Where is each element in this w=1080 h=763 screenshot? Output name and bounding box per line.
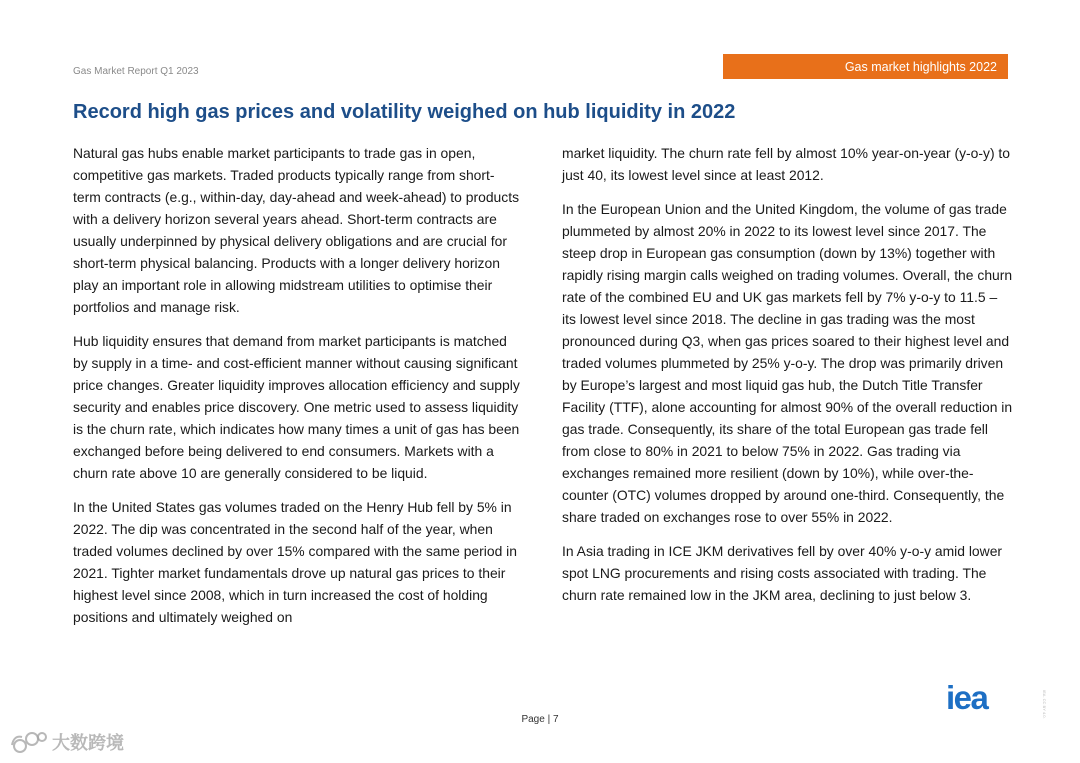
left-column — [73, 142, 521, 640]
watermark-text: 大数跨境 — [52, 733, 124, 753]
license-note: IEA. CC BY 4.0. — [1042, 690, 1047, 719]
iea-logo — [946, 683, 1008, 713]
svg-text:iea: iea — [946, 683, 988, 713]
page-title: Record high gas prices and volatility weighed on hub liquidity in 2022 — [73, 101, 736, 123]
paragraph: In the European Union and the United Kingdom, the volume of gas trade plummeted by almost 20% in 2022 to its lowest level since 2017. The steep drop in European gas consumption (down by 13%) together with rapidly rising margin calls weighed on trading volumes. Overall, the churn rate of the combined EU and UK gas markets fell by 7% y-o-y to 11.5 – its lowest level since 2018. The decline in gas trading was the most pronounced during Q3, when gas prices soared to their highest level and traded volumes plummeted by 25% y-o-y. The drop was primarily driven by Europe’s largest and most liquid gas hub, the Dutch Title Transfer Facility (TTF), alone accounting for almost 90% of the overall reduction in gas trade. Consequently, its share of the total European gas trade fell from close to 80% in 2021 to below 75% in 2022. Gas trading via exchanges remained more resilient (down by 10%), while over-the-counter (OTC) volumes dropped by around one-third. Consequently, the share traded on exchanges rose to over 55% in 2022. — [562, 201, 1013, 525]
watermark — [8, 727, 124, 757]
section-tag: Gas market highlights 2022 — [723, 54, 1008, 79]
page-number: Page | 7 — [521, 714, 559, 725]
paragraph: Hub liquidity ensures that demand from market participants is matched by supply in a time- and cost-efficient manner without causing significant price changes. Greater liquidity improves allocation efficiency and supply security and enables price discovery. One metric used to assess liquidity is the churn rate, which indicates how many times a unit of gas has been exchanged before being delivered to end consumers. Markets with a churn rate above 10 are generally considered to be liquid. — [73, 333, 520, 481]
paragraph: Natural gas hubs enable market participants to trade gas in open, competitive gas markets. Traded products typically range from short-term contracts (e.g., within-day, day-ahead and week-ahead) to products with a delivery horizon several years ahead. Short-term contracts are usually underpinned by physical delivery obligations and are crucial for short-term physical balancing. Products with a longer delivery horizon play an important role in allowing midstream utilities to optimise their portfolios and manage risk. — [73, 145, 520, 315]
paragraph: In Asia trading in ICE JKM derivatives fell by over 40% y-o-y amid lower spot LNG procurements and rising costs associated with trading. The churn rate remained low in the JKM area, declining to just below 3. — [562, 543, 1003, 603]
report-name: Gas Market Report Q1 2023 — [73, 66, 199, 77]
right-column — [562, 142, 1014, 618]
paragraph: market liquidity. The churn rate fell by almost 10% year-on-year (y-o-y) to just 40, its lowest level since at least 2012. — [562, 145, 1011, 183]
paragraph: In the United States gas volumes traded on the Henry Hub fell by 5% in 2022. The dip was concentrated in the second half of the year, when traded volumes declined by over 15% compared with the same period in 2021. Tighter market fundamentals drove up natural gas prices to their highest level since 2008, which in turn increased the cost of holding positions and ultimately weighed on — [73, 499, 517, 625]
watermark-logo-icon — [8, 727, 48, 757]
